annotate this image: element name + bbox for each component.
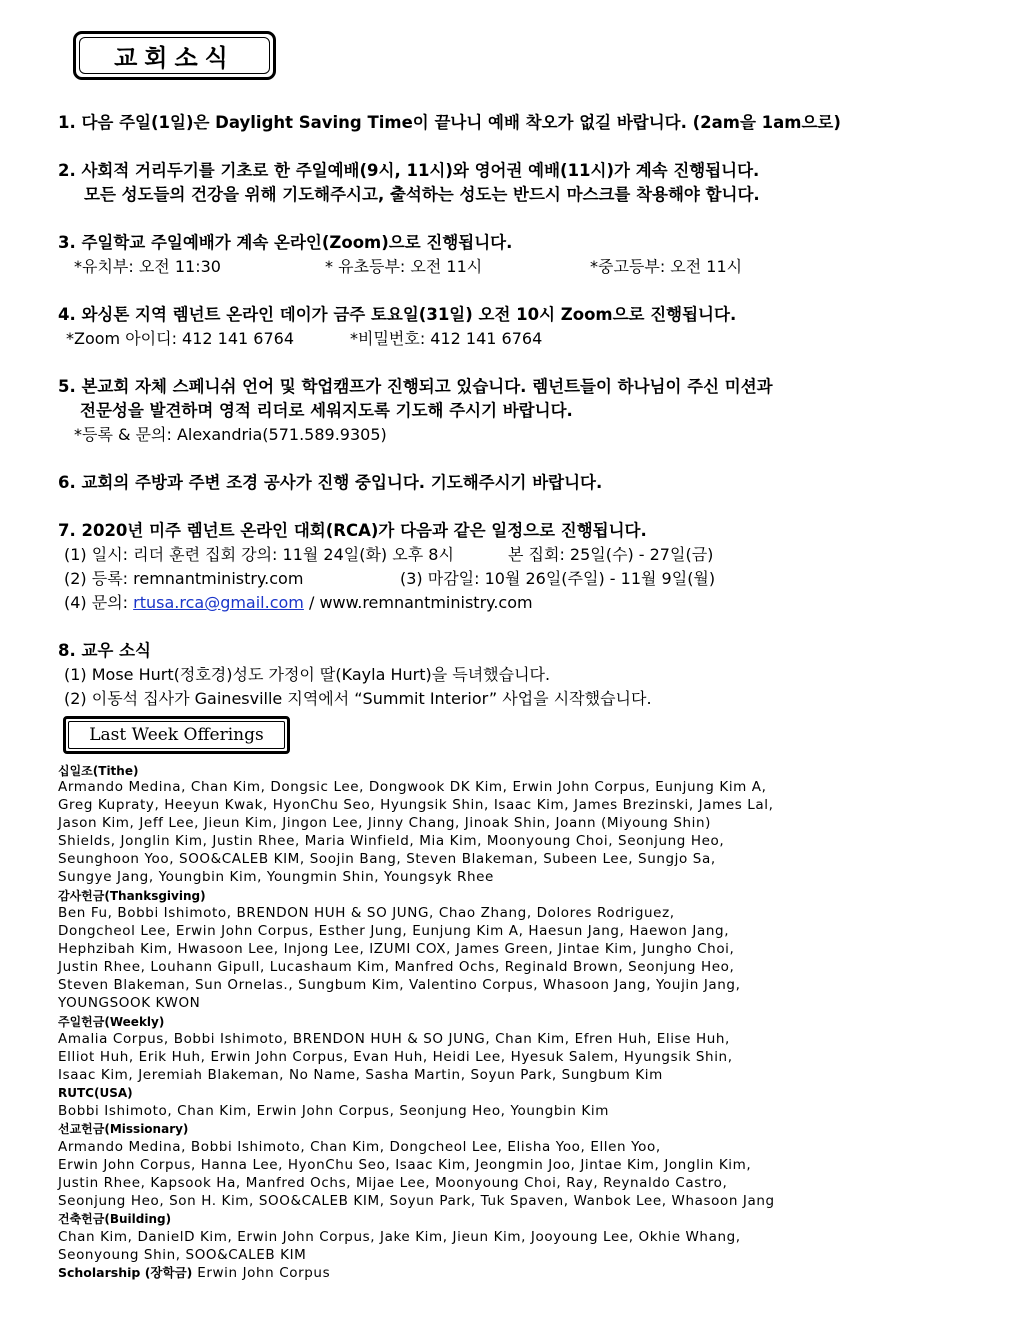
notice-5-line-2: 전문성을 발견하며 영적 리더로 세워지도록 기도해 주시기 바랍니다. bbox=[80, 401, 573, 420]
rutc-line-1: Bobbi Ishimoto, Chan Kim, Erwin John Corpus, Seonjung Heo, Youngbin Kim bbox=[58, 1103, 609, 1119]
weekly-line-3: Isaac Kim, Jeremiah Blakeman, No Name, Sasha Martin, Soyun Park, Sungbum Kim bbox=[58, 1067, 663, 1083]
mission-line-1: Armando Medina, Bobbi Ishimoto, Chan Kim, Dongcheol Lee, Elisha Yoo, Ellen Yoo, bbox=[58, 1139, 661, 1155]
building-label: 건축헌금(Building) bbox=[58, 1212, 172, 1226]
notice-2-line-1: 2. 사회적 거리두기를 기초로 한 주일예배(9시, 11시)와 영어권 예배(11시)가 계속 진행됩니다. bbox=[58, 161, 760, 180]
notice-7-deadline: (3) 마감일: 10월 26일(주일) - 11월 9일(월) bbox=[400, 569, 716, 588]
notice-7-main-session: 본 집회: 25일(수) - 27일(금) bbox=[508, 545, 714, 564]
tithe-line-3: Jason Kim, Jeff Lee, Jieun Kim, Jingon Lee, Jinny Chang, Jinoak Shin, Joann (Miyoung Shin) bbox=[58, 815, 712, 831]
weekly-label: 주일헌금(Weekly) bbox=[58, 1015, 165, 1029]
mission-line-4: Seonjung Heo, Son H. Kim, SOO&CALEB KIM, Soyun Park, Tuk Spaven, Wanbok Lee, Whasoon Jang bbox=[58, 1193, 775, 1209]
tithe-line-2: Greg Kupraty, Heeyun Kwak, HyonChu Seo, Hyungsik Shin, Isaac Kim, James Brezinski, James Lal, bbox=[58, 797, 774, 813]
tithe-line-5: Seunghoon Yoo, SOO&CALEB KIM, Soojin Bang, Steven Blakeman, Subeen Lee, Sungjo Sa, bbox=[58, 851, 716, 867]
notice-7-registration: (2) 등록: remnantministry.com bbox=[64, 569, 304, 588]
notice-8-news-2: (2) 이동석 집사가 Gainesville 지역에서 “Summit Interior” 사업을 시작했습니다. bbox=[64, 689, 652, 708]
rutc-label: RUTC(USA) bbox=[58, 1086, 133, 1100]
inquiry-label: (4) 문의: bbox=[64, 593, 134, 612]
scholarship-label: Scholarship (장학금) bbox=[58, 1265, 193, 1280]
offerings-title: Last Week Offerings bbox=[89, 725, 264, 745]
thanks-line-1: Ben Fu, Bobbi Ishimoto, BRENDON HUH & SO JUNG, Chao Zhang, Dolores Rodriguez, bbox=[58, 905, 675, 921]
weekly-line-1: Amalia Corpus, Bobbi Ishimoto, BRENDON HUH & SO JUNG, Chan Kim, Efren Huh, Elise Huh, bbox=[58, 1031, 730, 1047]
offerings-title-box bbox=[63, 716, 290, 754]
notice-1: 1. 다음 주일(1일)은 Daylight Saving Time이 끝나니 예배 착오가 없길 바랍니다. (2am을 1am으로) bbox=[58, 113, 841, 132]
notice-3-line-1: 3. 주일학교 주일예배가 계속 온라인(Zoom)으로 진행됩니다. bbox=[58, 233, 513, 252]
notice-8-line-1: 8. 교우 소식 bbox=[58, 641, 151, 660]
notice-8-news-1: (1) Mose Hurt(정호경)성도 가정이 딸(Kayla Hurt)을 득녀했습니다. bbox=[64, 665, 551, 684]
mission-line-3: Justin Rhee, Kapsook Ha, Manfred Ochs, Mijae Lee, Moonyoung Choi, Ray, Reynaldo Castro, bbox=[58, 1175, 728, 1191]
website-text: / www.remnantministry.com bbox=[303, 593, 533, 612]
tithe-line-1: Armando Medina, Chan Kim, Dongsic Lee, Dongwook DK Kim, Erwin John Corpus, Eunjung Kim A, bbox=[58, 779, 767, 795]
notice-3-youth: *중고등부: 오전 11시 bbox=[590, 257, 743, 276]
notice-7-schedule: (1) 일시: 리더 훈련 집회 강의: 11월 24일(화) 오후 8시 bbox=[64, 545, 454, 564]
mission-line-2: Erwin John Corpus, Hanna Lee, HyonChu Seo, Isaac Kim, Jeongmin Joo, Jintae Kim, Jonglin Kim, bbox=[58, 1157, 752, 1173]
notice-4-line-1: 4. 와싱톤 지역 렘넌트 온라인 데이가 금주 토요일(31일) 오전 10시 Zoom으로 진행됩니다. bbox=[58, 305, 737, 324]
notice-6: 6. 교회의 주방과 주변 조경 공사가 진행 중입니다. 기도해주시기 바랍니다. bbox=[58, 473, 603, 492]
notice-5-line-1: 5. 본교회 자체 스페니쉬 언어 및 학업캠프가 진행되고 있습니다. 렘넌트들이 하나님이 주신 미션과 bbox=[58, 377, 773, 396]
thanks-line-6: YOUNGSOOK KWON bbox=[58, 995, 201, 1011]
notice-7-line-1: 7. 2020년 미주 렘넌트 온라인 대회(RCA)가 다음과 같은 일정으로 진행됩니다. bbox=[58, 521, 647, 540]
notice-7-inquiry bbox=[64, 593, 533, 613]
notice-3-elementary: * 유초등부: 오전 11시 bbox=[325, 257, 483, 276]
building-line-2: Seonyoung Shin, SOO&CALEB KIM bbox=[58, 1247, 307, 1263]
email-link[interactable]: rtusa.rca@gmail.com bbox=[133, 593, 304, 612]
mission-label: 선교헌금(Missionary) bbox=[58, 1122, 189, 1136]
tithe-line-4: Shields, Jonglin Kim, Justin Rhee, Maria Winfield, Mia Kim, Moonyoung Choi, Seonjung Heo, bbox=[58, 833, 725, 849]
notice-4-zoom-id: *Zoom 아이디: 412 141 6764 bbox=[66, 329, 295, 348]
thanks-line-2: Dongcheol Lee, Erwin John Corpus, Esther Jung, Eunjung Kim A, Haesun Jang, Haewon Jang, bbox=[58, 923, 730, 939]
notice-4-password: *비밀번호: 412 141 6764 bbox=[350, 329, 543, 348]
notice-5-contact: *등록 & 문의: Alexandria(571.589.9305) bbox=[74, 425, 387, 444]
building-line-1: Chan Kim, DanielD Kim, Erwin John Corpus, Jake Kim, Jieun Kim, Jooyoung Lee, Okhie Whang, bbox=[58, 1229, 741, 1245]
tithe-label: 십일조(Tithe) bbox=[58, 764, 139, 778]
thanks-line-5: Steven Blakeman, Sun Ornelas., Sungbum Kim, Valentino Corpus, Whasoon Jang, Youjin Jang, bbox=[58, 977, 741, 993]
thanks-line-4: Justin Rhee, Louhann Gipull, Lucashaum Kim, Manfred Ochs, Reginald Brown, Seonjung Heo, bbox=[58, 959, 735, 975]
page-title: 교회소식 bbox=[114, 44, 235, 72]
tithe-line-6: Sungye Jang, Youngbin Kim, Youngmin Shin, Youngsyk Rhee bbox=[58, 869, 494, 885]
thanks-label: 감사헌금(Thanksgiving) bbox=[58, 889, 206, 903]
notice-2-line-2: 모든 성도들의 건강을 위해 기도해주시고, 출석하는 성도는 반드시 마스크를 착용해야 합니다. bbox=[84, 185, 760, 204]
thanks-line-3: Hephzibah Kim, Hwasoon Lee, Injong Lee, IZUMI COX, James Green, Jintae Kim, Jungho Choi, bbox=[58, 941, 735, 957]
notice-3-kinder: *유치부: 오전 11:30 bbox=[74, 257, 221, 276]
scholarship-names: Erwin John Corpus bbox=[197, 1265, 331, 1281]
page-title-box bbox=[73, 31, 276, 80]
weekly-line-2: Elliot Huh, Erik Huh, Erwin John Corpus, Evan Huh, Heidi Lee, Hyesuk Salem, Hyungsik Shin, bbox=[58, 1049, 733, 1065]
scholarship-line bbox=[58, 1264, 330, 1282]
